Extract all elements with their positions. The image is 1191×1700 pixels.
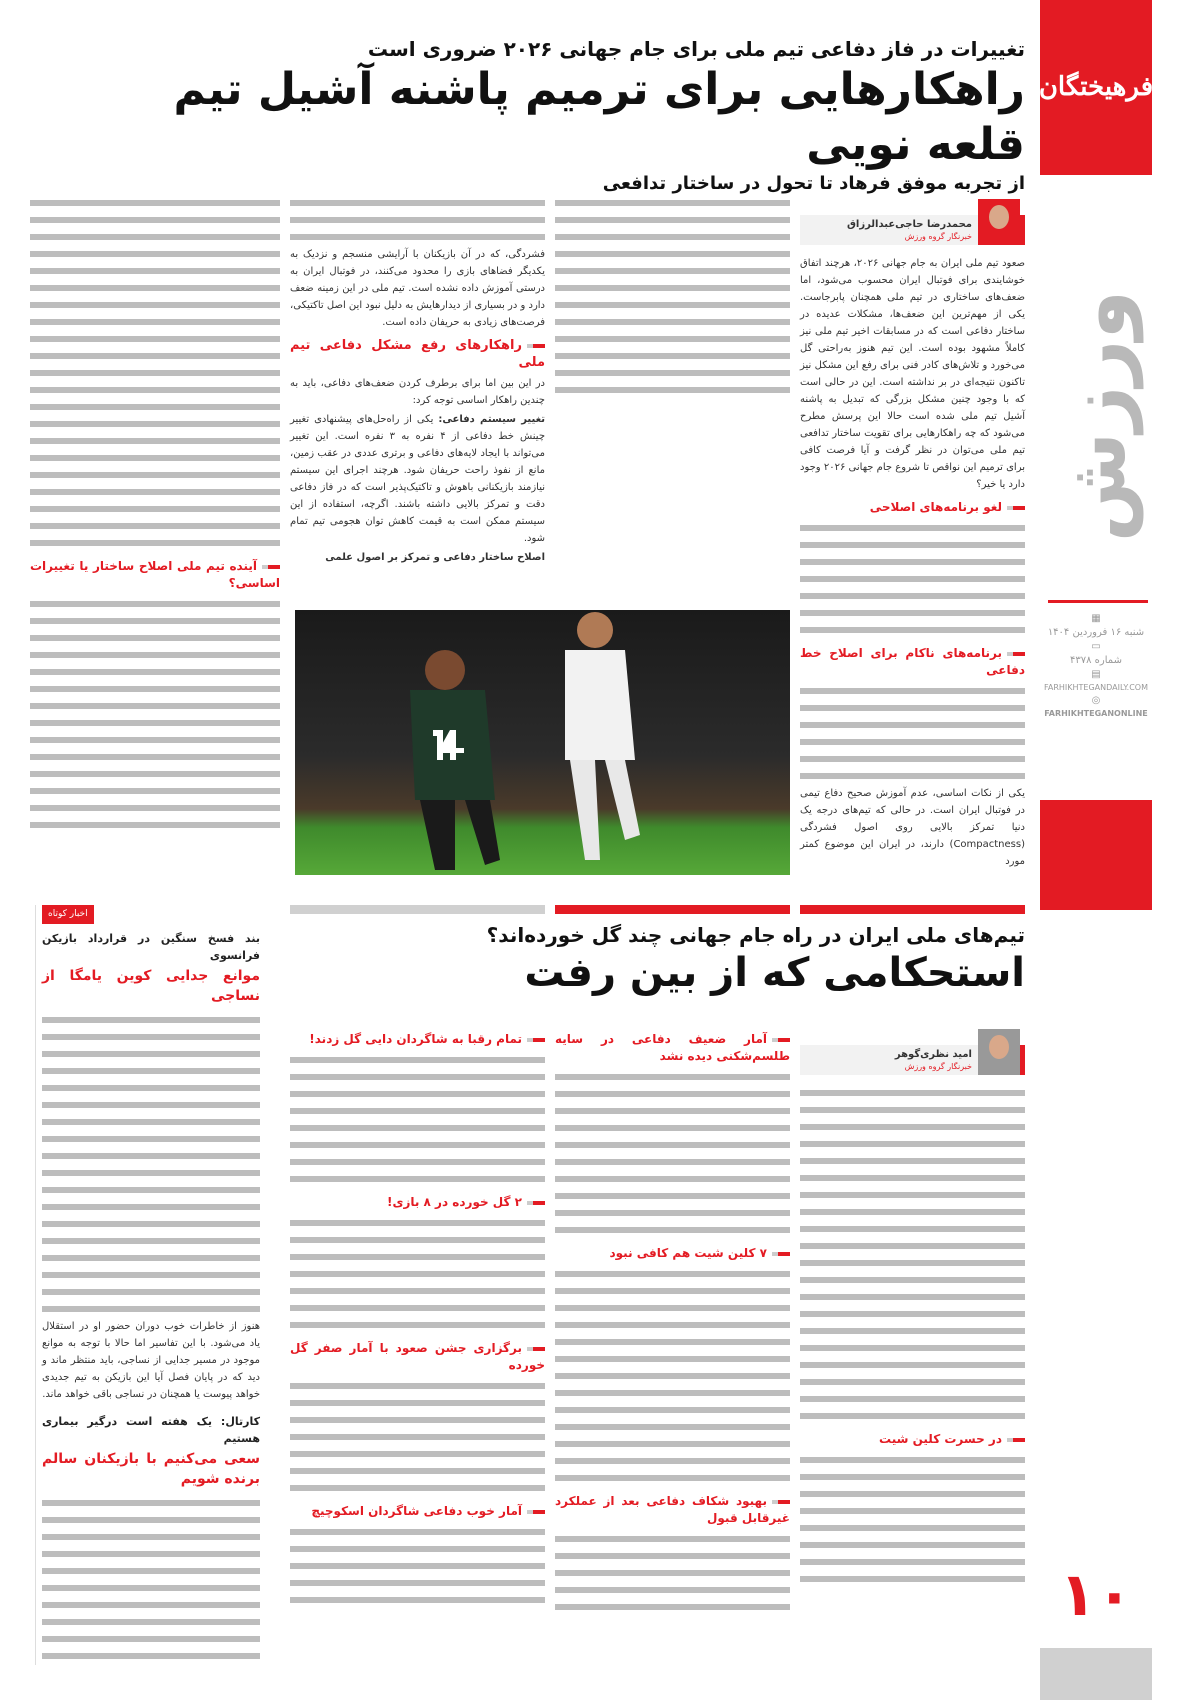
brief-news-tag: اخبار کوتاه [42,905,94,924]
bold-label: تغییر سیستم دفاعی: [438,414,545,425]
top-header [165,36,1025,195]
subhead: لغو برنامه‌های اصلاحی [800,499,1025,516]
body-paragraph: یکی از نکات اساسی، عدم آموزش صحیح دفاع تیمی در فوتبال ایران است. در حالی که تیم‌های درجه یک دنیا تمرکز بالایی روی اصول فشردگی (Compactness) دارند، در ایران این موضوع کمتر مورد [800,788,1025,867]
author-role: خبرنگار گروه ورزش [904,1062,972,1071]
player-white [565,612,640,860]
subhead: برگزاری جشن صعود با آمار صفر گل خورده [290,1341,545,1372]
subhead: بهبود شکاف دفاعی بعد از عملکرد غیرقابل قبول [555,1494,790,1525]
body-paragraph: در این بین اما برای برطرف کردن ضعف‌های دفاعی، باید به چندین راهکار اساسی توجه کرد: [290,378,545,406]
brief-news [35,905,260,1665]
masthead-logo-block [1040,0,1152,175]
body-text [555,1266,790,1487]
body-text [800,1085,1025,1425]
lead-paragraph: صعود تیم ملی ایران به جام جهانی ۲۰۲۶، هرچند اتفاق خوشایندی برای فوتبال ایران محسوب می‌شود، اما ضعف‌های ساختاری در تیم ملی همچنان پابرجاست. یکی از مهم‌ترین این ضعف‌ها، مشکلات عدیده در ساختار دفاعی است که در مسابقات اخیر تیم ملی نیز کاملاً مشهود بوده است. این تیم هنوز به‌راحتی گل می‌خورد و تلاش‌های کادر فنی برای رفع این مشکل نیز تاکنون نتیجه‌ای در بر نداشته است. این در حالی است که با وجود چنین مشکل بزرگی که تبدیل به پاشنه آشیل تیم ملی شده است حالا این پرسش مطرح می‌شود که چه راهکارهایی برای تقویت ساختار تدافعی تیم ملی می‌توان در نظر گرفت و آیا فرصت کافی برای ترمیم این نواقص تا شروع جام جهانی ۲۰۲۶ وجود دارد یا خیر؟ [800,258,1026,490]
brief-headline: سعی می‌کنیم با بازیکنان سالم برنده شویم [42,1451,260,1487]
body-paragraph: هنوز از خاطرات خوب دوران حضور او در استقلال یاد می‌شود. با این تفاسیر اما حالا با توجه به موانع موجود در مسیر جدایی از نساجی، باید منتظر ماند و دید که در پایان فصل آیا این بازیکن به تیم جدیدی خواهد پیوست یا همچنان در نساجی باقی خواهد ماند. [42,1321,260,1400]
players-illustration [295,610,790,875]
top-column-1 [800,215,1025,872]
author-byline [800,215,1025,245]
author-role: خبرنگار گروه ورزش [904,232,972,241]
section-divider-red [800,905,1025,914]
body-text [290,1052,545,1188]
body-text [290,195,545,246]
body-text [42,1012,260,1318]
issue-info [1040,610,1152,721]
subhead: برنامه‌های ناکام برای اصلاح خط دفاعی [800,646,1025,677]
subhead: ۷ کلین شیت هم کافی نبود [555,1245,790,1262]
subhead: آمار ضعیف دفاعی در سایه طلسم‌شکنی دیده نشد [555,1032,790,1063]
subhead: آینده تیم ملی اصلاح ساختار یا تغییرات اساسی؟ [30,559,280,590]
issue-number: شماره ۴۳۷۸ [1070,655,1122,666]
date: شنبه ۱۶ فروردین ۱۴۰۴ [1047,627,1145,638]
grey-foot [1040,1648,1152,1700]
section-title: ورزش [1050,290,1143,543]
subhead: در حسرت کلین شیت [800,1431,1025,1448]
body-text [800,520,1025,639]
body-text [555,1069,790,1239]
brief-headline: موانع جدایی کوین یامگا از نساجی [42,968,260,1004]
match-photo [295,610,790,875]
author-name: محمدرضا حاجی‌عبدالرزاق [846,219,972,230]
web-icon: ▤ [1091,669,1101,680]
brief-kicker: بند فسخ سنگین در قرارداد بازیکن فرانسوی [42,932,260,962]
body-paragraph [290,549,545,566]
bottom-header [290,922,1025,998]
logo: فرهیختگان [1038,72,1154,103]
author-name: امید نظری‌گوهر [894,1049,972,1060]
body-text [30,195,280,552]
subhead: راهکارهای رفع مشکل دفاعی تیم ملی [290,338,545,370]
body-text [555,195,790,399]
top-deck: از تجربه موفق فرهاد تا تحول در ساختار تدافعی [602,173,1025,194]
body-text [555,1531,790,1616]
calendar-icon: ▦ [1091,613,1101,624]
body-text [290,1215,545,1334]
body-paragraph [290,411,545,547]
page-number: ۱۰ [1059,1560,1133,1630]
subhead: ۲ گل خورده در ۸ بازی! [290,1194,545,1211]
top-kicker: تغییرات در فاز دفاعی تیم ملی برای جام جهانی ۲۰۲۶ ضروری است [367,37,1025,61]
section-divider-grey [290,905,545,914]
top-headline: راهکارهایی برای ترمیم پاشنه آشیل تیم قلعه نویی [173,64,1025,170]
bottom-column-3 [290,1025,545,1609]
bottom-headline: استحکامی که از بین رفت [524,950,1025,996]
body-text: یکی از راه‌حل‌های پیشنهادی تغییر چینش خط دفاعی از ۴ نفره به ۳ نفره است. این تغییر می‌تواند با ایجاد لایه‌های دفاعی و برتری عددی در عقب زمین، مانع از نفوذ راحت حریفان شود. هرچند اجرای این سیستم نیازمند بازیکنانی باهوش و تاکتیک‌پذیر است که در فاز دفاعی دقت و تمرکز بالایی داشته باشند. اگرچه، استفاده از این سیستم ممکن است به قیمت کاهش توان هجومی تیم تمام شود. [290,414,546,544]
subhead: آمار خوب دفاعی شاگردان اسکوچیچ [290,1503,545,1520]
bold-label: اصلاح ساختار دفاعی و تمرکز بر اصول علمی [325,552,545,563]
body-text [800,1452,1025,1588]
body-text [30,596,280,834]
top-column-2 [555,195,790,399]
top-column-4 [30,195,280,834]
body-text [290,1524,545,1609]
red-side-block [1040,800,1152,910]
body-text [42,1495,260,1665]
social-icon: ◎ [1091,695,1101,706]
author-photo [978,1029,1020,1075]
website-link[interactable]: FARHIKHTEGANDAILY.COM [1044,683,1148,692]
player-green [410,650,500,870]
bottom-kicker: تیم‌های ملی ایران در راه جام جهانی چند گل خورده‌اند؟ [486,923,1025,947]
top-column-3 [290,195,545,568]
section-divider-red [555,905,790,914]
author-photo [978,199,1020,245]
brief-kicker: کارتال: یک هفته است درگیر بیماری هستیم [42,1415,260,1445]
social-handle[interactable]: FARHIKHTEGANONLINE [1044,709,1148,718]
author-byline [800,1045,1025,1075]
body-text [800,683,1025,785]
subhead: تمام رقبا به شاگردان دایی گل زدند! [290,1031,545,1048]
body-text [290,1378,545,1497]
issue-icon: ▭ [1091,641,1101,652]
body-paragraph: فشردگی، که در آن بازیکنان با آرایشی منسجم و نزدیک به یکدیگر فضاهای بازی را محدود می‌کنند، در فوتبال ایران به درستی آموزش داده نشده است. تیم ملی در این زمینه ضعف دارد و در بسیاری از دیدارهایش به دلیل نبود این اصل تاکتیکی، فرصت‌های زیادی به حریفان داده است. [290,249,545,328]
bottom-column-2 [555,1025,790,1616]
bottom-column-1 [800,1045,1025,1588]
divider [1048,600,1148,603]
